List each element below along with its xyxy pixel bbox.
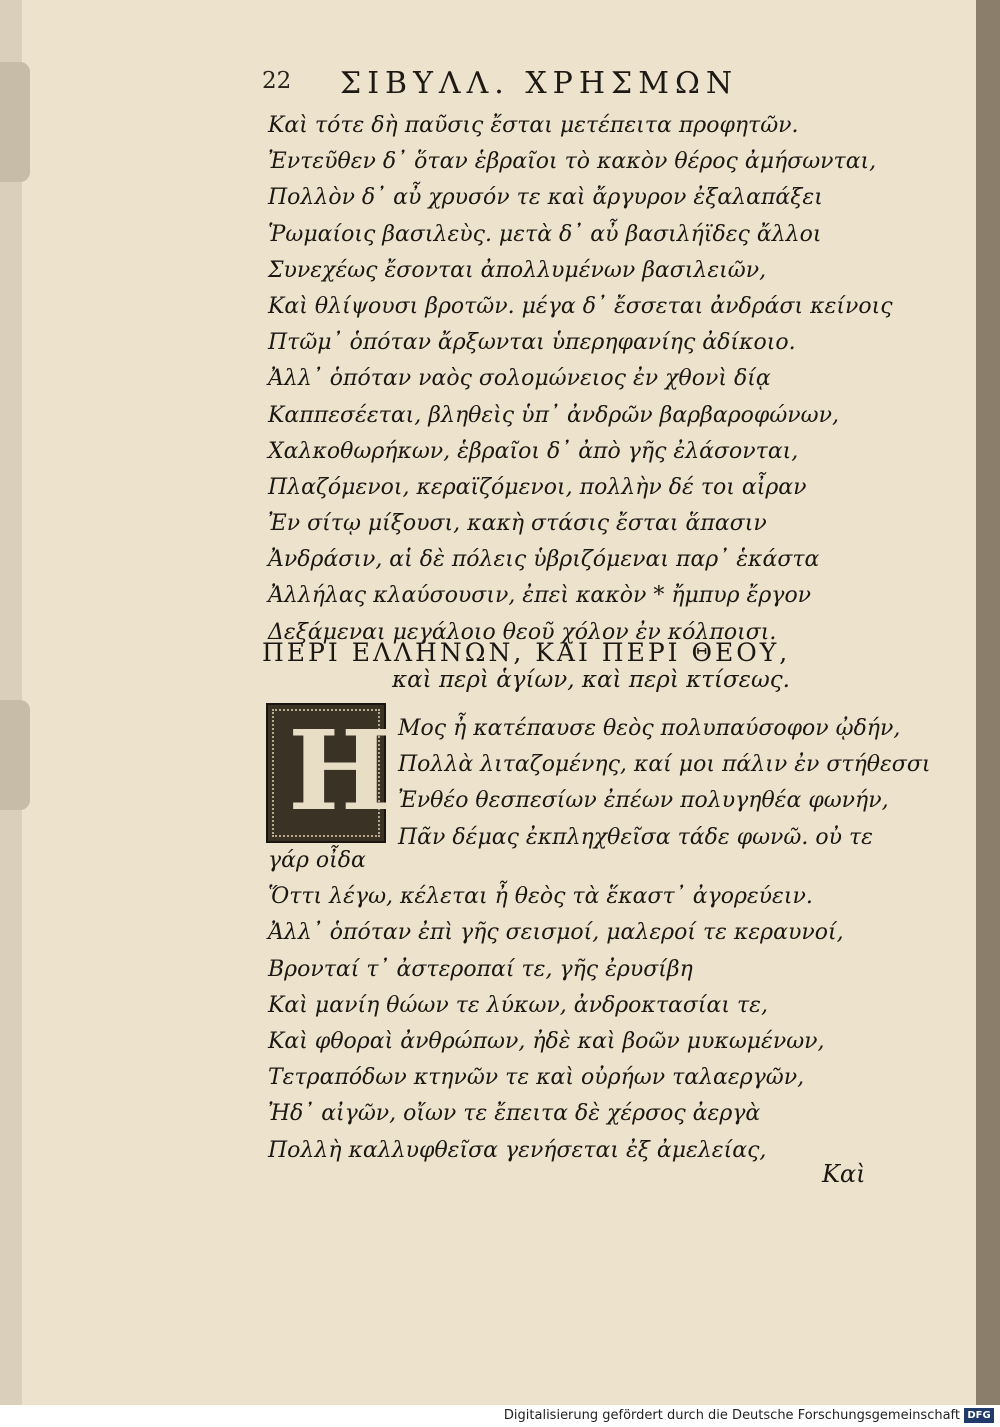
verse-line: Ὅττι λέγω, κέλεται ἦ θεὸς τὰ ἕκαστ᾽ ἀγορεύειν. — [268, 884, 813, 910]
verse-line: Καππεσέεται, βληθεὶς ὑπ᾽ ἀνδρῶν βαρβαροφώνων, — [268, 402, 839, 428]
section-heading: ΠΕΡΙ ΕΛΛΗΝΩΝ, ΚΑΙ ΠΕΡΙ ΘΕΟΥ, — [262, 638, 791, 667]
verse-line: Καὶ μανίη θώων τε λύκων, ἀνδροκτασίαι τε, — [268, 992, 768, 1018]
verse-line: Πολλὸν δ᾽ αὖ χρυσόν τε καὶ ἄργυρον ἐξαλαπάξει — [268, 185, 823, 211]
dfg-logo: DFG — [964, 1408, 994, 1423]
verse-line: Ἐνθέο θεσπεσίων ἐπέων πολυγηθέα φωνήν, — [398, 788, 889, 814]
decorated-initial — [266, 703, 392, 843]
verse-line: Ἠδ᾽ αἰγῶν, οἴων τε ἔπειτα δὲ χέρσος ἀεργὰ — [268, 1101, 761, 1127]
verse-line: Πολλὰ λιταζομένης, καί μοι πάλιν ἐν στήθεσσι — [398, 752, 931, 778]
verse-line: Ἀνδράσιν, αἱ δὲ πόλεις ὑβριζόμεναι παρ᾽ ἑκάστα — [268, 547, 820, 573]
verse-line: Πλαζόμενοι, κεραϊζόμενοι, πολλὴν δέ τοι αἶραν — [268, 474, 807, 500]
verse-block-1 — [268, 108, 893, 651]
verse-line: Συνεχέως ἔσονται ἀπολλυμένων βασιλειῶν, — [268, 257, 767, 283]
verse-line: Ἀλλήλας κλαύσουσιν, ἐπεὶ κακὸν * ἤμπυρ ἔργον — [268, 583, 812, 609]
verse-line: Βρονταί τ᾽ ἀστεροπαί τε, γῆς ἐρυσίβη — [268, 956, 693, 982]
catchword: Καὶ — [822, 1160, 866, 1188]
verse-line: Πᾶν δέμας ἐκπληχθεῖσα τάδε φωνῶ. οὐ τε — [398, 824, 873, 850]
page-tab-top — [0, 62, 30, 182]
verse-line: Καὶ θλίψουσι βροτῶν. μέγα δ᾽ ἔσσεται ἀνδράσι κείνοις — [268, 293, 893, 319]
footer-credit: Digitalisierung gefördert durch die Deutsche Forschungsgemeinschaft — [503, 1408, 960, 1423]
verse-line: Πολλὴ καλλυφθεῖσα γενήσεται ἐξ ἀμελείας, — [268, 1137, 767, 1163]
page-tab-middle — [0, 700, 30, 810]
page-number: 22 — [262, 68, 292, 94]
verse-line: Καὶ τότε δὴ παῦσις ἔσται μετέπειτα προφητῶν. — [268, 113, 799, 138]
verse-block-2-drop — [398, 711, 931, 856]
running-head — [262, 66, 782, 106]
verse-line: Χαλκοθωρήκων, ἑβραῖοι δ᾽ ἀπὸ γῆς ἐλάσονται, — [268, 438, 799, 464]
digitization-footer — [0, 1405, 1000, 1427]
verse-line: Ῥωμαίοις βασιλεὺς. μετὰ δ᾽ αὖ βασιλήϊδες ἄλλοι — [268, 221, 822, 247]
section-subheading: καὶ περὶ ἁγίων, καὶ περὶ κτίσεως. — [392, 667, 790, 693]
verse-line: Ἀλλ᾽ ὁπόταν ναὸς σολομώνειος ἐν χθονὶ δίᾳ — [268, 366, 771, 392]
verse-block-2 — [268, 843, 888, 1169]
verse-line: Τετραπόδων κτηνῶν τε καὶ οὐρήων ταλαεργῶν, — [268, 1065, 805, 1091]
verse-line: Ἀλλ᾽ ὁπόταν ἐπὶ γῆς σεισμοί, μαλεροί τε κεραυνοί, — [268, 920, 844, 946]
running-head-title: ΣΙΒΥΛΛ. ΧΡΗΣΜΩΝ — [340, 66, 739, 101]
verse-line: Καὶ φθοραὶ ἀνθρώπων, ἠδὲ καὶ βοῶν μυκωμένων, — [268, 1028, 825, 1054]
initial-letter: Η — [288, 706, 392, 835]
verse-line: Πτῶμ᾽ ὁπόταν ἄρξωνται ὑπερηφανίης ἀδίκοιο. — [268, 330, 796, 356]
verse-line: Ἐν σίτῳ μίξουσι, κακὴ στάσις ἔσται ἅπασιν — [268, 511, 767, 537]
verse-line: Ἐντεῦθεν δ᾽ ὅταν ἑβραῖοι τὸ κακὸν θέρος ἀμήσωνται, — [268, 149, 877, 175]
verse-line: Δεξάμεναι μεγάλοιο θεοῦ χόλον ἐν κόλποισι. — [268, 619, 777, 645]
verse-line: γάρ οἶδα — [268, 848, 366, 873]
verse-line: Μος ἦ κατέπαυσε θεὸς πολυπαύσοφον ᾠδήν, — [398, 716, 901, 741]
page-gutter-shadow — [976, 0, 1000, 1405]
